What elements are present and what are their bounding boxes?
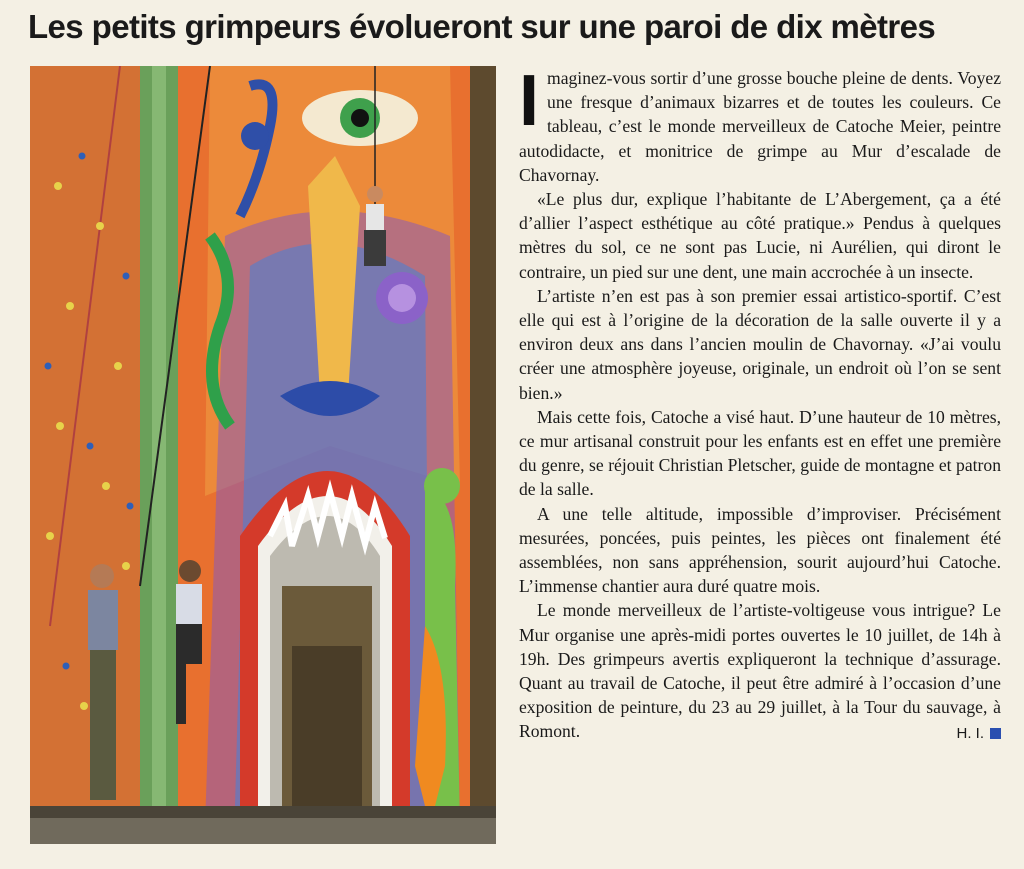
headline: Les petits grimpeurs évolueront sur une paroi de dix mètres — [28, 8, 936, 45]
climbing-wall-illustration — [30, 66, 496, 844]
article-paragraph: A une telle altitude, impossible d’improviser. Précisément mesurées, poncées, puis peintes, les pièces ont finalement été assemblées, non sans appréhension, sourit aujourd’hui Catoche. L’immense chantier aura duré quatre mois. — [519, 503, 1001, 597]
end-square-icon — [990, 728, 1001, 739]
article-paragraph: Le monde merveilleux de l’artiste-voltigeuse vous intrigue? Le Mur organise une après-midi portes ouvertes le 10 juillet, de 14h à 19h. Des grimpeurs avertis expliqueront la technique d’assurage. Quant au travail de Catoche, il peut être admiré à l’occasion d’une exposition de peinture, du 23 au 29 juillet, à la Tour du sauvage, à Romont. H. I. — [519, 598, 1001, 743]
article-paragraph: Mais cette fois, Catoche a visé haut. D’une hauteur de 10 mètres, ce mur artisanal construit pour les enfants est en effet une première du genre, se réjouit Christian Pletscher, guide de montagne et patron de la salle. — [519, 406, 1001, 500]
author-signature: H. I. — [938, 722, 1001, 746]
article-body — [519, 61, 1001, 747]
article-paragraph: L’artiste n’en est pas à son premier essai artistico-sportif. C’est elle qui est à l’origine de la décoration de la salle ouverte il y a environ deux ans dans l’ancien moulin de Chavornay. «J’ai voulu créer une atmosphère joyeuse, originale, un endroit où l’on se sent bien.» — [519, 285, 1001, 403]
article-paragraph: «Le plus dur, explique l’habitante de L’Abergement, ça a été d’allier l’aspect esthétique au côté pratique.» Pendus à quelques mètres du sol, ce ne sont pas Lucie, ni Aurélien, qui diront le contraire, un pied sur une dent, une main accrochée à un insecte. — [519, 189, 1001, 282]
article-paragraph: Imaginez-vous sortir d’une grosse bouche pleine de dents. Voyez une fresque d’animaux bizarres et de toutes les couleurs. Ce tableau, c’est le monde merveilleux de Catoche Meier, peintre autodidacte, et monitrice de grimpe au Mur d’escalade de Chavornay. — [519, 61, 1001, 185]
photo-climbing-wall — [30, 66, 496, 844]
drop-cap: I — [519, 61, 540, 141]
